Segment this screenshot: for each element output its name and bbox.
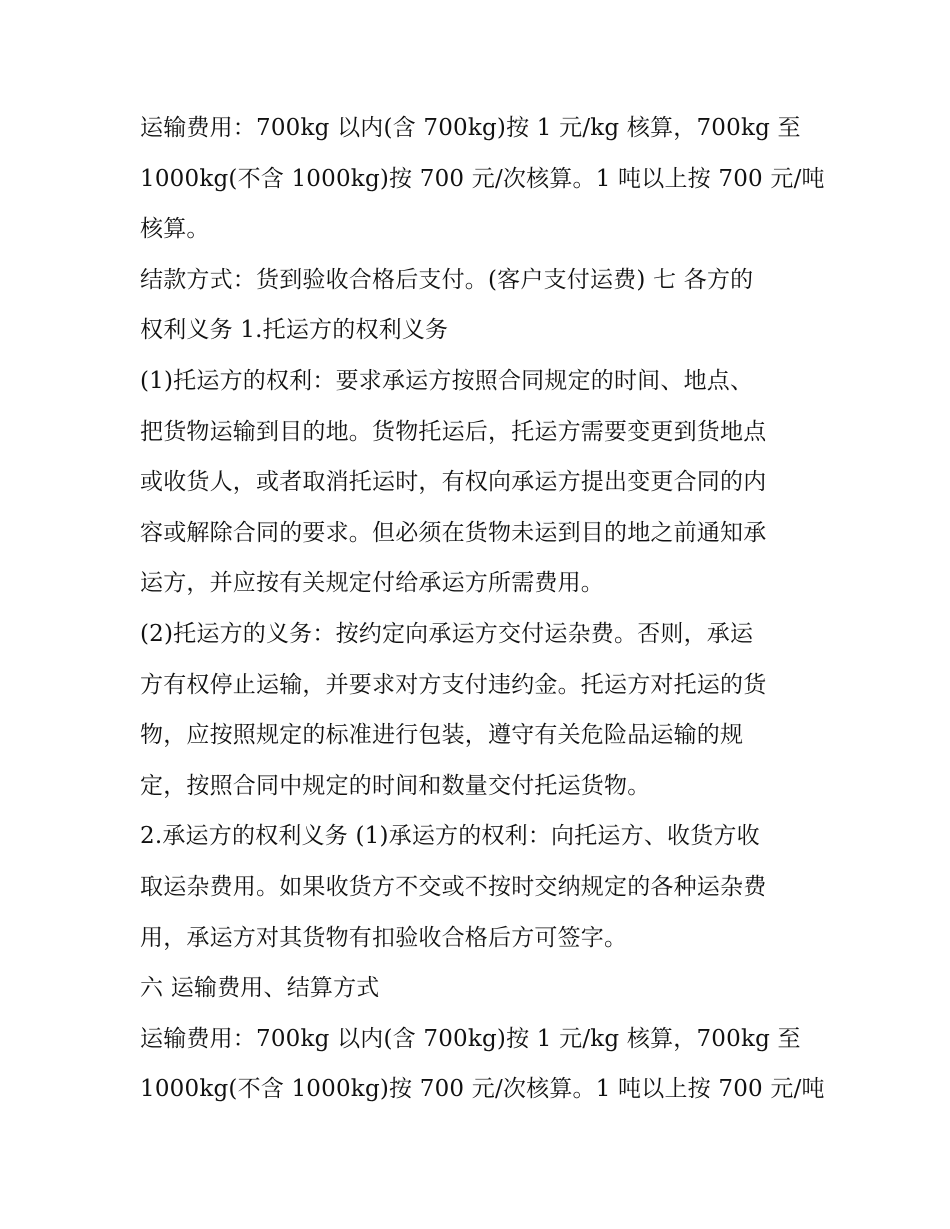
text-line: 运输费用：700kg 以内(含 700kg)按 1 元/kg 核算，700kg 至	[140, 1025, 801, 1052]
text-line: 核算。	[140, 216, 210, 243]
text-line: 用，承运方对其货物有扣验收合格后方可签字。	[140, 924, 628, 951]
text-line: 运方，并应按有关规定付给承运方所需费用。	[140, 570, 604, 597]
text-line: 容或解除合同的要求。但必须在货物未运到目的地之前通知承	[140, 519, 767, 546]
text-line: 1000kg(不含 1000kg)按 700 元/次核算。1 吨以上按 700 元/吨	[140, 165, 825, 192]
text-line: 六 运输费用、结算方式	[140, 975, 380, 1002]
text-line: 权利义务 1.托运方的权利义务	[140, 317, 449, 344]
document-body	[140, 103, 825, 1115]
text-line: 定，按照合同中规定的时间和数量交付托运货物。	[140, 772, 651, 799]
text-line: 物，应按照规定的标准进行包装，遵守有关危险品运输的规	[140, 722, 744, 749]
text-line: 1000kg(不含 1000kg)按 700 元/次核算。1 吨以上按 700 元/吨	[140, 1076, 825, 1103]
text-line: 或收货人，或者取消托运时，有权向承运方提出变更合同的内	[140, 469, 767, 496]
text-line: 结款方式：货到验收合格后支付。(客户支付运费) 七 各方的	[140, 266, 754, 293]
text-line: (2)托运方的义务：按约定向承运方交付运杂费。否则，承运	[140, 620, 754, 647]
text-line: 方有权停止运输，并要求对方支付违约金。托运方对托运的货	[140, 671, 767, 698]
text-line: 2.承运方的权利义务 (1)承运方的权利：向托运方、收货方收	[140, 823, 760, 850]
text-line: (1)托运方的权利：要求承运方按照合同规定的时间、地点、	[140, 367, 754, 394]
text-line: 运输费用：700kg 以内(含 700kg)按 1 元/kg 核算，700kg 至	[140, 115, 801, 141]
text-line: 取运杂费用。如果收货方不交或不按时交纳规定的各种运杂费	[140, 873, 767, 900]
text-line: 把货物运输到目的地。货物托运后，托运方需要变更到货地点	[140, 418, 767, 445]
